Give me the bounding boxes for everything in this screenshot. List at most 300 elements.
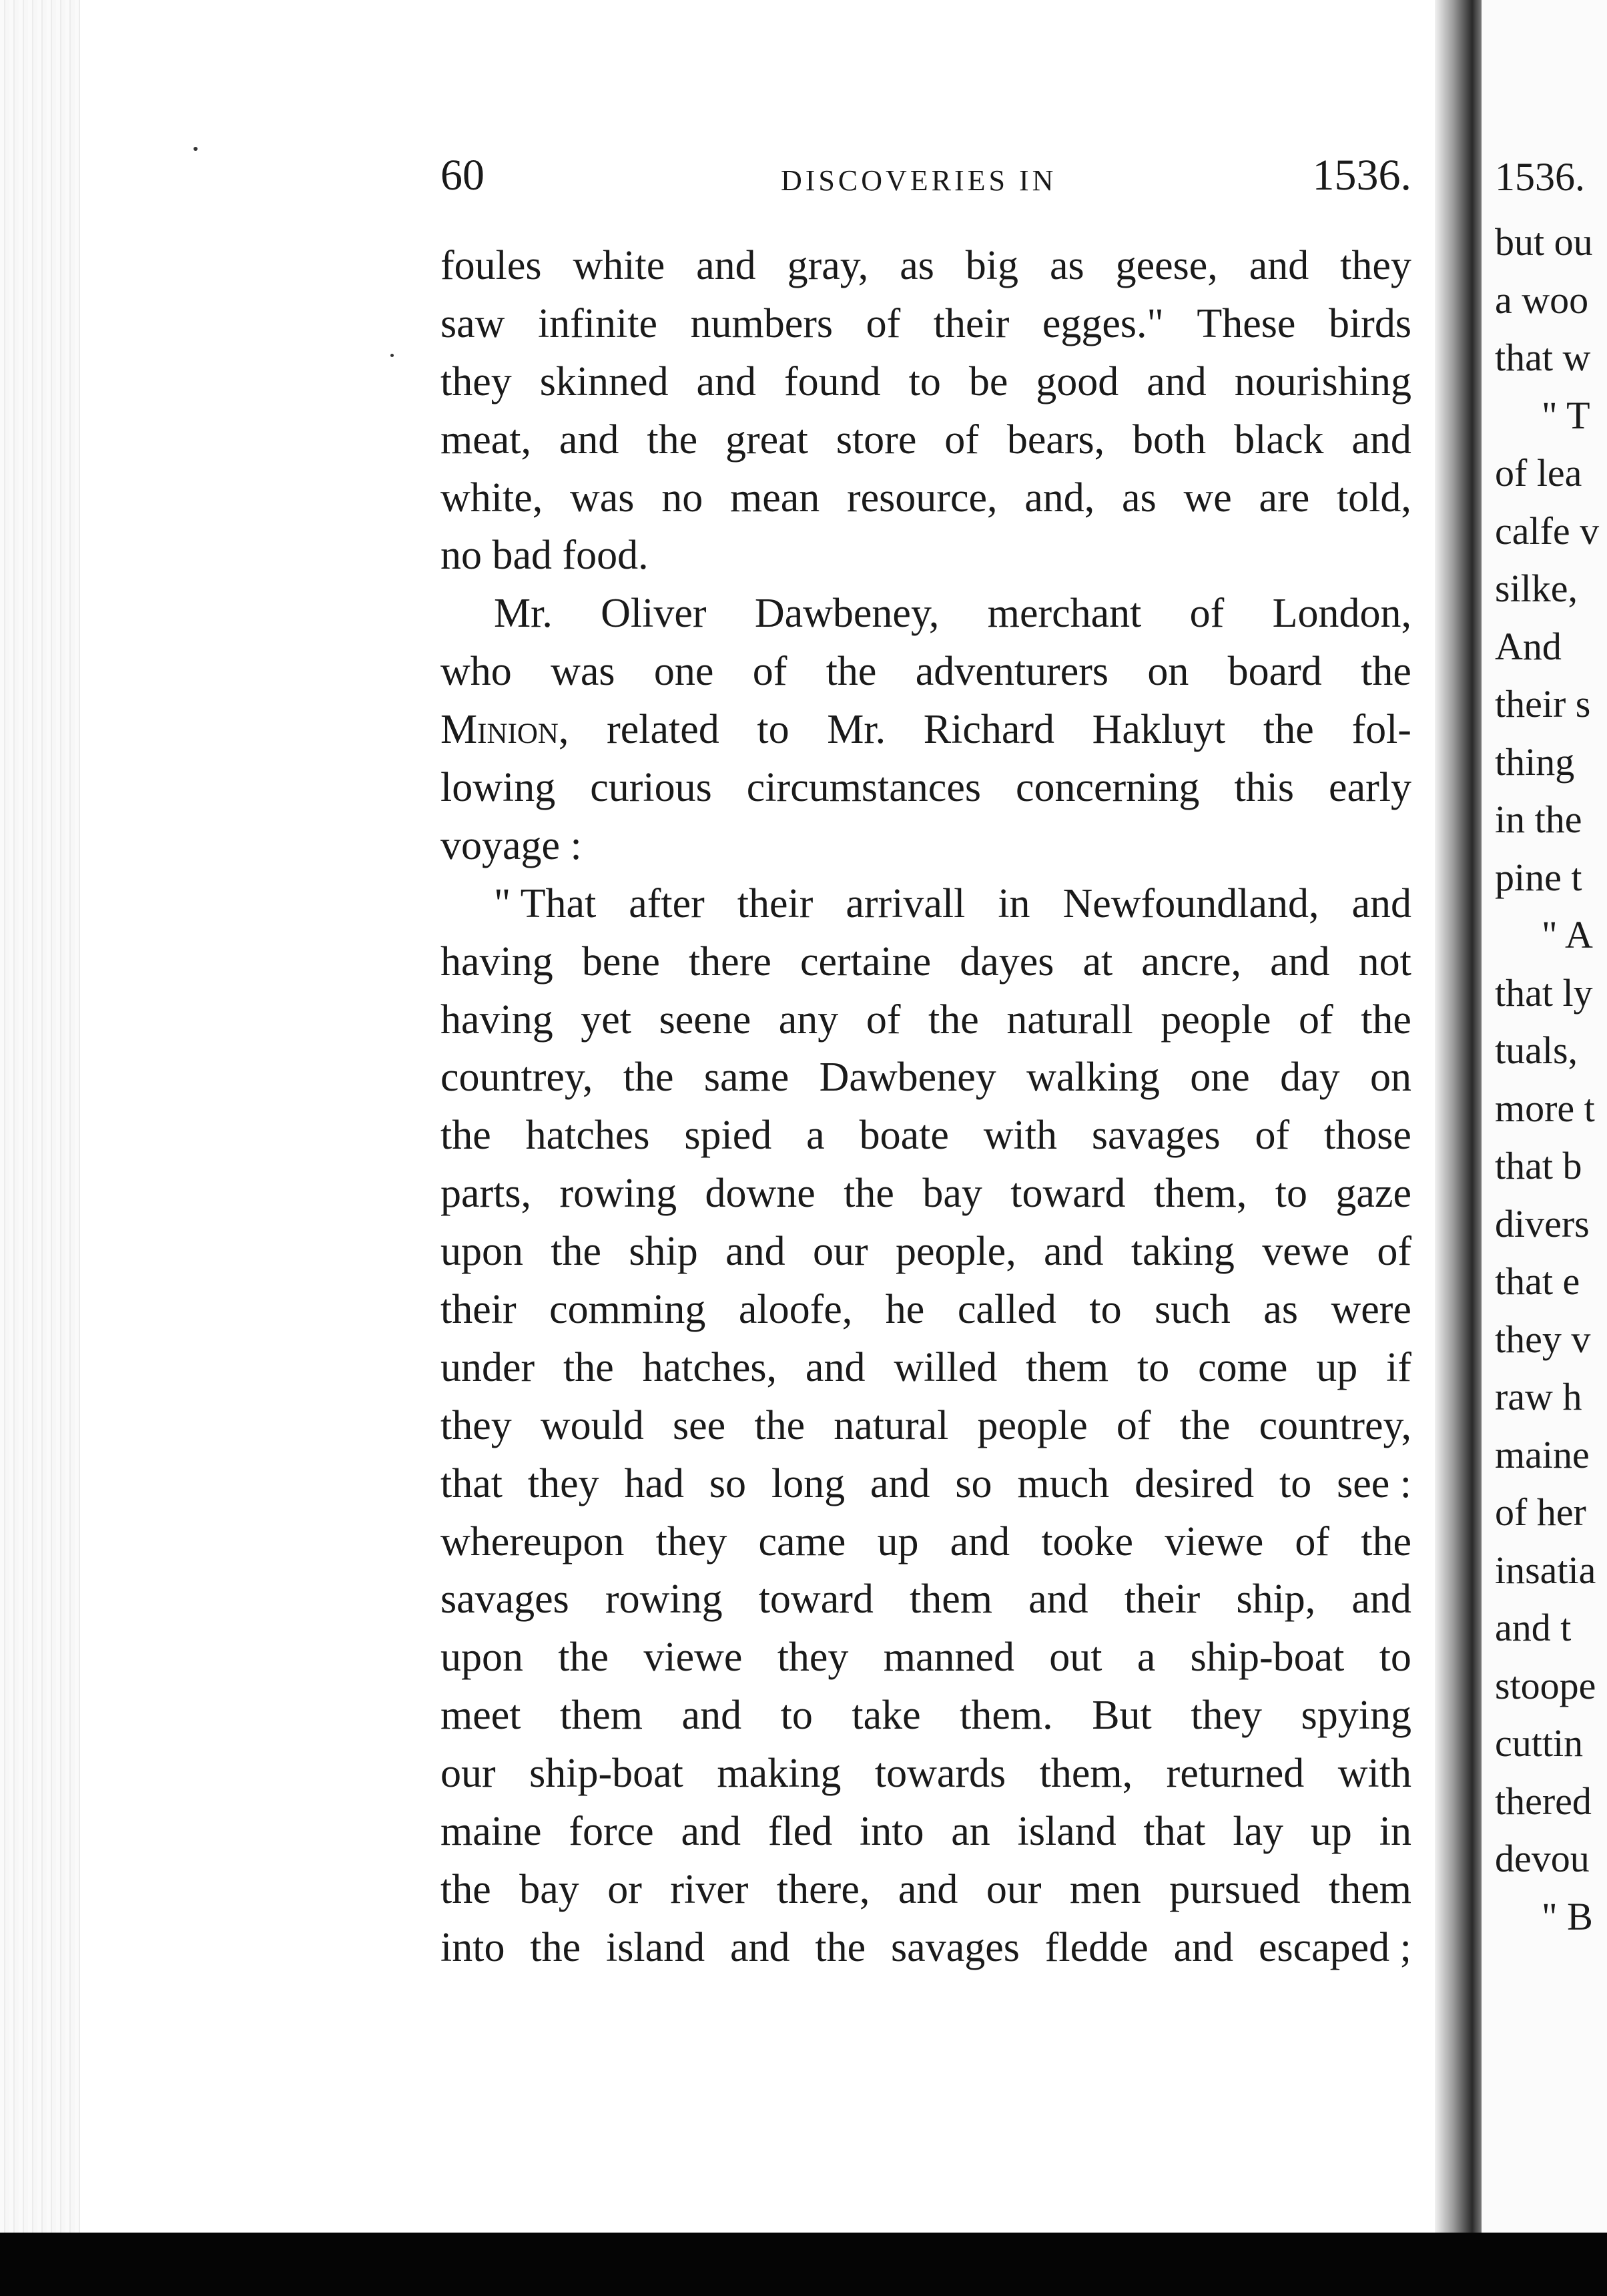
- word: " That: [494, 880, 597, 926]
- word: mean: [729, 475, 820, 521]
- facing-page-text: [1495, 140, 1607, 1946]
- text-line: [440, 1223, 1411, 1281]
- word: and: [725, 1229, 785, 1275]
- word: to: [1137, 1344, 1170, 1390]
- word: circumstances: [746, 765, 981, 811]
- word: bears,: [1006, 416, 1105, 463]
- word: as: [1263, 1287, 1298, 1333]
- word: of: [1189, 591, 1225, 637]
- word: up: [877, 1518, 919, 1564]
- word: long: [771, 1460, 846, 1506]
- word: voyage :: [440, 822, 582, 868]
- facing-page-line: tuals,: [1495, 1029, 1578, 1072]
- facing-page-line: insatia: [1495, 1548, 1596, 1592]
- word: These: [1197, 300, 1296, 346]
- word: the: [440, 1113, 491, 1159]
- word: good: [1036, 358, 1119, 404]
- word: the: [815, 1924, 866, 1970]
- word: ship: [629, 1229, 698, 1275]
- word: they: [777, 1635, 849, 1681]
- word: infinite: [537, 300, 658, 346]
- facing-page-line: pine t: [1495, 855, 1582, 899]
- word: same: [703, 1055, 789, 1101]
- facing-page-line: " B: [1542, 1894, 1593, 1938]
- facing-page-line: And: [1495, 624, 1562, 668]
- word: men: [1069, 1866, 1141, 1912]
- word: walking: [1026, 1055, 1160, 1101]
- word: making: [717, 1751, 842, 1797]
- word: no: [661, 475, 703, 521]
- word: the: [1263, 707, 1314, 753]
- word: vewe: [1262, 1229, 1350, 1275]
- word: and: [1028, 1576, 1088, 1623]
- text-line: [440, 585, 1411, 643]
- word: under: [440, 1344, 535, 1390]
- word: certaine: [799, 938, 932, 984]
- word: rowing: [559, 1171, 677, 1217]
- word: bay: [519, 1866, 579, 1912]
- facing-page-line: raw h: [1495, 1375, 1582, 1418]
- word: such: [1155, 1287, 1231, 1333]
- word: and: [1270, 938, 1330, 984]
- facing-page-line: more t: [1495, 1086, 1595, 1130]
- word: their: [933, 300, 1010, 346]
- word: and: [1351, 1576, 1411, 1623]
- word: would: [540, 1402, 644, 1448]
- word: and: [1249, 243, 1309, 288]
- word: there,: [776, 1866, 870, 1912]
- facing-page-line: thing: [1495, 740, 1575, 784]
- facing-page-line: " T: [1542, 393, 1590, 437]
- word: savages: [891, 1924, 1020, 1970]
- word: was: [551, 649, 615, 695]
- word: rowing: [605, 1576, 723, 1623]
- word: hatches: [525, 1113, 650, 1159]
- word: they: [1340, 243, 1411, 288]
- word: one: [653, 649, 714, 695]
- facing-page-line: and t: [1495, 1606, 1572, 1649]
- word: countrey,: [440, 1055, 593, 1101]
- word: them: [560, 1693, 643, 1739]
- word: saw: [440, 300, 505, 346]
- word: force: [569, 1809, 654, 1855]
- word: a: [1137, 1635, 1156, 1681]
- facing-page-line: calfe v: [1495, 509, 1600, 553]
- facing-page-line: divers: [1495, 1201, 1590, 1245]
- word: dayes: [960, 938, 1054, 984]
- word: them,: [1039, 1751, 1133, 1797]
- word: ship-boat: [529, 1751, 683, 1797]
- word: of: [1295, 1518, 1330, 1564]
- word: Richard: [923, 707, 1055, 753]
- word: and: [696, 358, 757, 404]
- word: early: [1329, 765, 1411, 811]
- text-line: [440, 1397, 1411, 1455]
- word: skinned: [539, 358, 669, 404]
- word: and: [898, 1866, 958, 1912]
- text-line: [440, 1049, 1411, 1107]
- word: at: [1082, 938, 1113, 984]
- word: to: [1279, 1460, 1312, 1506]
- text-line: [440, 1629, 1411, 1687]
- text-line: [440, 1455, 1411, 1513]
- word: nourishing: [1234, 358, 1411, 404]
- word: come: [1198, 1344, 1288, 1390]
- word: their: [440, 1287, 517, 1333]
- word: as: [1122, 475, 1157, 521]
- word: Newfoundland,: [1062, 880, 1319, 926]
- word: one: [1190, 1055, 1250, 1101]
- word: and: [681, 1693, 742, 1739]
- word: gaze: [1335, 1171, 1411, 1217]
- word: desired: [1135, 1460, 1255, 1506]
- word: to: [908, 358, 941, 404]
- word: savages: [440, 1576, 569, 1623]
- word: the: [1361, 649, 1411, 695]
- word: gray,: [787, 243, 869, 288]
- text-line: [440, 991, 1411, 1049]
- word: the: [754, 1402, 806, 1448]
- word: viewe: [1165, 1518, 1264, 1564]
- word: they: [527, 1460, 599, 1506]
- word: arrivall: [846, 880, 966, 926]
- facing-page-line: that e: [1495, 1259, 1580, 1303]
- word: whereupon: [440, 1518, 625, 1564]
- word: upon: [440, 1229, 523, 1275]
- word: related: [607, 707, 719, 753]
- word: them,: [1153, 1171, 1247, 1217]
- word: ship,: [1236, 1576, 1316, 1623]
- word: not: [1358, 938, 1411, 984]
- facing-page-line: silke,: [1495, 567, 1578, 610]
- facing-page-line: their s: [1495, 682, 1591, 726]
- word: the: [563, 1344, 614, 1390]
- word: them: [1026, 1344, 1109, 1390]
- word: no bad food.: [440, 533, 649, 579]
- text-line: [440, 1281, 1411, 1339]
- word: our: [812, 1229, 868, 1275]
- word: downe: [705, 1171, 816, 1217]
- word: as: [1049, 243, 1084, 288]
- word: adventurers: [915, 649, 1108, 695]
- word: that: [1143, 1809, 1206, 1855]
- word: this: [1234, 765, 1295, 811]
- word: on: [1369, 1055, 1411, 1101]
- word: Minion,: [440, 707, 569, 753]
- text-line: [440, 469, 1411, 527]
- facing-page-line: that b: [1495, 1144, 1582, 1187]
- word: found: [784, 358, 881, 404]
- word: tooke: [1041, 1518, 1134, 1564]
- word: our: [440, 1751, 496, 1797]
- word: comming: [549, 1287, 706, 1333]
- word: Dawbeney: [819, 1055, 996, 1101]
- word: up: [1316, 1344, 1358, 1390]
- word: them: [1329, 1866, 1411, 1912]
- word: fol-: [1351, 707, 1411, 753]
- word: taking: [1131, 1229, 1235, 1275]
- word: so: [955, 1460, 992, 1506]
- word: the: [1361, 996, 1411, 1043]
- word: to: [1275, 1171, 1307, 1217]
- word: white: [573, 243, 665, 288]
- facing-page-line: that w: [1495, 336, 1591, 379]
- word: into: [440, 1924, 505, 1970]
- word: parts,: [440, 1171, 532, 1217]
- word: out: [1049, 1635, 1102, 1681]
- word: they: [440, 1402, 512, 1448]
- word: great: [725, 416, 808, 463]
- word: natural: [834, 1402, 949, 1448]
- word: pursued: [1169, 1866, 1301, 1912]
- text-line: [440, 1687, 1411, 1745]
- word: with: [1337, 1751, 1411, 1797]
- word: having: [440, 996, 553, 1043]
- facing-page-line: that ly: [1495, 970, 1593, 1015]
- word: in: [1379, 1809, 1411, 1855]
- word: foules: [440, 243, 542, 288]
- word: numbers: [690, 300, 834, 346]
- word: the: [530, 1924, 581, 1970]
- word: if: [1386, 1344, 1411, 1390]
- word: day: [1280, 1055, 1340, 1101]
- facing-page-line: " A: [1542, 913, 1593, 956]
- word: maine: [440, 1809, 542, 1855]
- word: island: [1017, 1809, 1116, 1855]
- word: of: [1255, 1113, 1290, 1159]
- word: of: [944, 416, 979, 463]
- word: a: [806, 1113, 825, 1159]
- word: were: [1331, 1287, 1411, 1333]
- text-line: [440, 933, 1411, 991]
- word: so: [709, 1460, 747, 1506]
- word: viewe: [643, 1635, 743, 1681]
- word: geese,: [1115, 243, 1218, 288]
- word: in: [998, 880, 1030, 926]
- facing-page-line: cuttin: [1495, 1721, 1584, 1765]
- text-line: [440, 1861, 1411, 1919]
- text-line: [440, 411, 1411, 469]
- word: of: [752, 649, 787, 695]
- word: white,: [440, 475, 543, 521]
- word: the: [928, 996, 979, 1043]
- word: resource,: [847, 475, 998, 521]
- word: the: [826, 649, 877, 695]
- word: see :: [1337, 1460, 1411, 1506]
- word: had: [624, 1460, 685, 1506]
- text-line: [440, 1803, 1411, 1861]
- word: store: [836, 416, 917, 463]
- word: to: [780, 1693, 813, 1739]
- word: of: [1116, 1402, 1151, 1448]
- facing-page-line: in the: [1495, 798, 1582, 841]
- facing-page-line: they v: [1495, 1317, 1591, 1361]
- word: seene: [659, 996, 751, 1043]
- text-line: [440, 1745, 1411, 1803]
- text-line: [440, 527, 1411, 585]
- text-line: [440, 237, 1411, 295]
- word: lowing: [440, 765, 556, 811]
- word: the: [623, 1055, 674, 1101]
- word: toward: [1010, 1171, 1126, 1217]
- word: naturall: [1006, 996, 1133, 1043]
- word: after: [629, 880, 705, 926]
- word: people,: [895, 1229, 1016, 1275]
- facing-page-line: maine: [1495, 1432, 1590, 1476]
- word: was: [570, 475, 635, 521]
- word: them.: [960, 1693, 1053, 1739]
- facing-page-line: devou: [1495, 1837, 1590, 1880]
- word: hatches,: [642, 1344, 777, 1390]
- word: that: [440, 1460, 503, 1506]
- facing-page-line: thered: [1495, 1779, 1592, 1823]
- word: curious: [590, 765, 712, 811]
- word: egges.": [1042, 300, 1164, 346]
- text-line: [440, 1570, 1411, 1629]
- word: into: [860, 1809, 924, 1855]
- word: savages: [1091, 1113, 1221, 1159]
- word: the: [440, 1866, 491, 1912]
- word: they: [1191, 1693, 1263, 1739]
- word: meat,: [440, 416, 531, 463]
- text-line: [440, 759, 1411, 817]
- word: concerning: [1015, 765, 1200, 811]
- word: and: [1147, 358, 1207, 404]
- word: of: [866, 996, 901, 1043]
- text-line: [440, 1165, 1411, 1223]
- word: as: [900, 243, 934, 288]
- word: he: [885, 1287, 925, 1333]
- word: and,: [1024, 475, 1095, 521]
- running-title: DISCOVERIES IN: [781, 164, 1057, 197]
- word: an: [951, 1809, 990, 1855]
- word: on: [1147, 649, 1189, 695]
- word: and: [950, 1518, 1010, 1564]
- facing-page-line: stoope: [1495, 1663, 1596, 1707]
- text-line: [440, 295, 1411, 353]
- word: and: [681, 1809, 741, 1855]
- header-year: 1536.: [1312, 151, 1411, 200]
- word: their: [1124, 1576, 1201, 1623]
- word: escaped ;: [1258, 1924, 1411, 1970]
- ink-speck: [194, 147, 198, 151]
- word: and: [1351, 416, 1411, 463]
- word: who: [440, 649, 512, 695]
- word: came: [758, 1518, 846, 1564]
- word: them: [909, 1576, 992, 1623]
- word: ancre,: [1141, 938, 1241, 984]
- word: with: [983, 1113, 1057, 1159]
- word: Mr.: [494, 591, 553, 637]
- word: spying: [1301, 1693, 1411, 1739]
- word: much: [1017, 1460, 1110, 1506]
- word: upon: [440, 1635, 523, 1681]
- word: spied: [684, 1113, 772, 1159]
- word: their: [737, 880, 814, 926]
- word: we: [1183, 475, 1232, 521]
- text-line: [440, 643, 1411, 701]
- word: of: [1299, 996, 1333, 1043]
- word: yet: [581, 996, 632, 1043]
- word: up: [1310, 1809, 1352, 1855]
- word: manned: [883, 1635, 1014, 1681]
- word: see: [673, 1402, 726, 1448]
- word: they: [655, 1518, 727, 1564]
- word: But: [1092, 1693, 1152, 1739]
- text-line: [440, 817, 1411, 875]
- word: of: [1377, 1229, 1411, 1275]
- word: birds: [1328, 300, 1411, 346]
- word: ship-boat: [1190, 1635, 1345, 1681]
- page-number: 60: [440, 151, 485, 200]
- word: black: [1234, 416, 1324, 463]
- facing-page-line: of lea: [1495, 451, 1582, 495]
- word: and: [729, 1924, 790, 1970]
- word: river: [670, 1866, 749, 1912]
- word: the: [551, 1229, 602, 1275]
- word: and: [1351, 880, 1411, 926]
- word: board: [1227, 649, 1322, 695]
- word: island: [605, 1924, 705, 1970]
- word: boate: [859, 1113, 949, 1159]
- word: to: [1089, 1287, 1122, 1333]
- text-line: [440, 875, 1411, 933]
- word: called: [957, 1287, 1056, 1333]
- word: aloofe,: [738, 1287, 853, 1333]
- word: bene: [581, 938, 660, 984]
- text-line: [440, 353, 1411, 411]
- word: big: [965, 243, 1019, 288]
- word: fled: [767, 1809, 833, 1855]
- word: fledde: [1044, 1924, 1149, 1970]
- word: bay: [922, 1171, 982, 1217]
- word: people: [977, 1402, 1088, 1448]
- text-line: [440, 1107, 1411, 1165]
- word: having: [440, 938, 553, 984]
- word: be: [968, 358, 1008, 404]
- word: to: [1379, 1635, 1411, 1681]
- text-line: [440, 1339, 1411, 1397]
- word: towards: [874, 1751, 1006, 1797]
- word: toward: [758, 1576, 874, 1623]
- word: and: [870, 1460, 930, 1506]
- word: and: [559, 416, 619, 463]
- word: and: [696, 243, 756, 288]
- word: Mr.: [827, 707, 886, 753]
- word: of: [866, 300, 901, 346]
- word: there: [688, 938, 771, 984]
- ink-speck: [390, 354, 394, 357]
- facing-page-line: but ou: [1495, 220, 1593, 264]
- word: take: [852, 1693, 921, 1739]
- word: the: [558, 1635, 609, 1681]
- word: people: [1161, 996, 1271, 1043]
- facing-page-line: of her: [1495, 1490, 1586, 1534]
- word: countrey,: [1259, 1402, 1411, 1448]
- word: Oliver: [601, 591, 707, 637]
- word: and: [1044, 1229, 1104, 1275]
- scan-border: [0, 2233, 1607, 2296]
- facing-page-line: a woo: [1495, 278, 1589, 322]
- word: the: [1361, 1518, 1411, 1564]
- text-line: [440, 701, 1411, 759]
- book-gutter: [1435, 0, 1482, 2233]
- word: those: [1324, 1113, 1411, 1159]
- word: they: [440, 358, 512, 404]
- word: or: [607, 1866, 642, 1912]
- word: to: [757, 707, 789, 753]
- page-edges: [0, 0, 80, 2233]
